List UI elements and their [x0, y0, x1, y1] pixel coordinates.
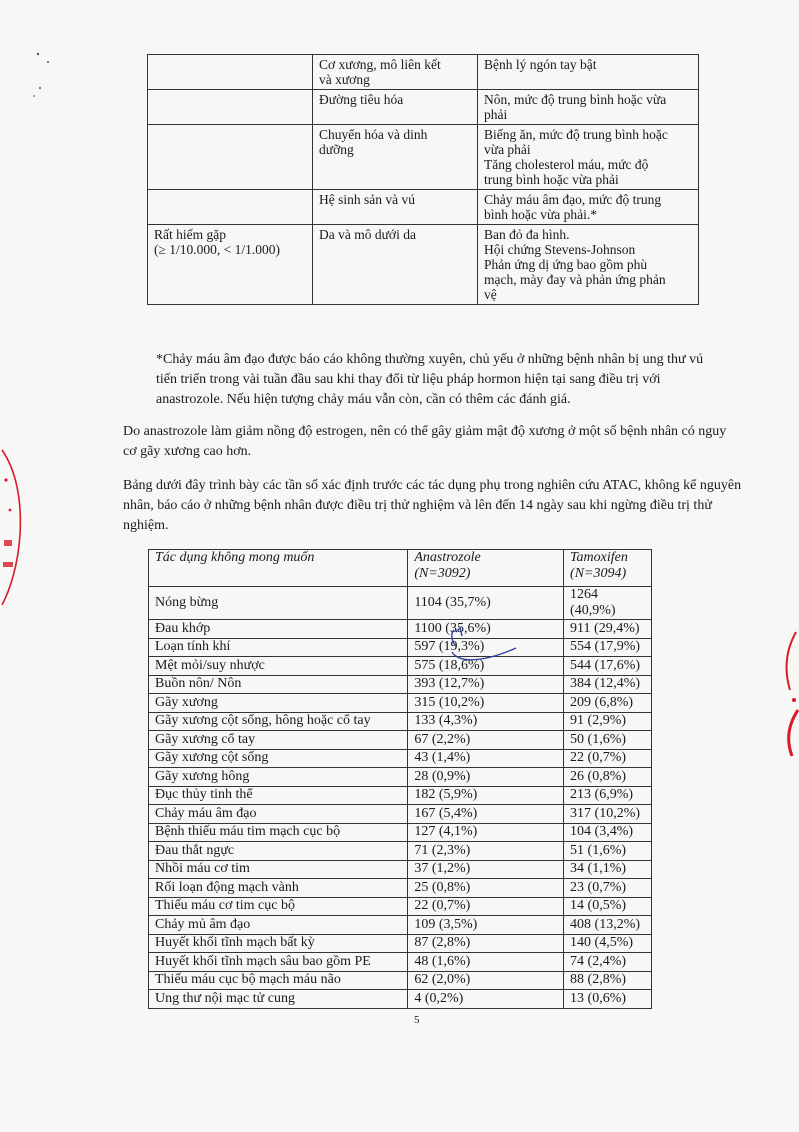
- adr-organ-cell-line: Cơ xương, mô liên kết: [319, 57, 441, 72]
- table-row: [149, 805, 652, 824]
- tamoxifen-cell: 13 (0,6%): [564, 990, 652, 1009]
- adr-organ-cell-line: dưỡng: [319, 142, 354, 157]
- header-tamoxifen-name: Tamoxifen: [570, 550, 628, 565]
- adr-effect-cell-line: Biếng ăn, mức độ trung bình hoặc: [484, 127, 668, 142]
- table-row: [149, 731, 652, 750]
- tamoxifen-cell: 911 (29,4%): [564, 620, 652, 639]
- tamoxifen-cell: 14 (0,5%): [564, 897, 652, 916]
- vaginal-bleeding-note: *Chảy máu âm đạo được báo cáo không thường xuyên, chủ yếu ở những bệnh nhân bị ung thư vú tiến triển trong vài tuần đầu sau khi thay đổi từ liệu pháp hormon hiện tại sang điều trị với anastrozole. Nếu hiện tượng chảy máu vẫn còn, cần có thêm các đánh giá.: [156, 352, 704, 407]
- scan-specks: [30, 40, 60, 100]
- anastrozole-cell: 48 (1,6%): [408, 953, 564, 972]
- adr-row: [148, 225, 699, 305]
- adr-organ-cell: [313, 125, 478, 190]
- adr-organ-cell-line: Đường tiêu hóa: [319, 92, 404, 107]
- adr-frequency-cell: [148, 190, 313, 225]
- adr-effect-cell: [478, 125, 699, 190]
- adr-effect-cell-line: Bệnh lý ngón tay bật: [484, 57, 597, 72]
- anastrozole-cell: 597 (19,3%): [408, 638, 564, 657]
- adr-frequency-cell: [148, 125, 313, 190]
- anastrozole-cell: 1104 (35,7%): [408, 587, 564, 620]
- header-tamoxifen-n: (N=3094): [570, 566, 627, 581]
- adr-effect-cell-line: Hội chứng Stevens-Johnson: [484, 242, 636, 257]
- anastrozole-cell: 1100 (35,6%): [408, 620, 564, 639]
- adverse-effect-cell: Gãy xương cổ tay: [149, 731, 408, 750]
- adr-frequency-cell: [148, 225, 313, 305]
- tamoxifen-cell: 104 (3,4%): [564, 823, 652, 842]
- adr-organ-cell-line: Chuyển hóa và dinh: [319, 127, 428, 142]
- adr-organ-cell: [313, 225, 478, 305]
- adverse-effect-cell: Gãy xương hông: [149, 768, 408, 787]
- tamoxifen-cell: 213 (6,9%): [564, 786, 652, 805]
- adr-effect-cell: [478, 225, 699, 305]
- tamoxifen-cell: 408 (13,2%): [564, 916, 652, 935]
- tamoxifen-cell: 74 (2,4%): [564, 953, 652, 972]
- tamoxifen-cell: 50 (1,6%): [564, 731, 652, 750]
- anastrozole-cell: 4 (0,2%): [408, 990, 564, 1009]
- adr-effect-cell: [478, 190, 699, 225]
- tamoxifen-cell: 209 (6,8%): [564, 694, 652, 713]
- header-adverse-effect: Tác dụng không mong muốn: [149, 550, 408, 587]
- table-row: [149, 916, 652, 935]
- anastrozole-cell: 62 (2,0%): [408, 971, 564, 990]
- table-row: [149, 638, 652, 657]
- anastrozole-cell: 22 (0,7%): [408, 897, 564, 916]
- adr-frequency-cell-line: (≥ 1/10.000, < 1/1.000): [154, 242, 281, 257]
- anastrozole-cell: 71 (2,3%): [408, 842, 564, 861]
- adverse-effect-cell: Nhồi máu cơ tim: [149, 860, 408, 879]
- adverse-effect-cell: Buồn nôn/ Nôn: [149, 675, 408, 694]
- adr-row: [148, 190, 699, 225]
- header-anastrozole-n: (N=3092): [414, 566, 471, 581]
- adverse-effect-cell: Ung thư nội mạc tử cung: [149, 990, 408, 1009]
- adverse-effect-cell: Đau thắt ngực: [149, 842, 408, 861]
- table-row: [149, 934, 652, 953]
- table-row: [149, 823, 652, 842]
- adverse-effect-cell: Mệt mỏi/suy nhược: [149, 657, 408, 676]
- adr-row: [148, 125, 699, 190]
- adr-effect-cell-line: Tăng cholesterol máu, mức độ: [484, 157, 649, 172]
- adr-organ-cell-line: và xương: [319, 72, 370, 87]
- adr-effect-cell: [478, 55, 699, 90]
- table-row: [149, 897, 652, 916]
- header-tamoxifen: [564, 550, 652, 587]
- table-row: [149, 712, 652, 731]
- tamoxifen-cell: 91 (2,9%): [564, 712, 652, 731]
- table-row: [149, 990, 652, 1009]
- anastrozole-cell: 67 (2,2%): [408, 731, 564, 750]
- adr-organ-cell-line: Da và mô dưới da: [319, 227, 416, 242]
- table-row: [149, 694, 652, 713]
- adverse-effect-cell: Chảy mủ âm đạo: [149, 916, 408, 935]
- anastrozole-cell: 167 (5,4%): [408, 805, 564, 824]
- adr-frequency-cell-line: Rất hiếm gặp: [154, 227, 226, 242]
- adr-effect-cell-line: vừa phải: [484, 142, 531, 157]
- adr-effect-cell-line: Nôn, mức độ trung bình hoặc vừa: [484, 92, 667, 107]
- adverse-effect-cell: Gãy xương cột sống: [149, 749, 408, 768]
- anastrozole-cell: 28 (0,9%): [408, 768, 564, 787]
- header-anastrozole-name: Anastrozole: [414, 550, 481, 565]
- adverse-effect-cell: Gãy xương cột sống, hông hoặc cổ tay: [149, 712, 408, 731]
- table-row: [149, 675, 652, 694]
- adr-effect-cell-line: Phản ứng dị ứng bao gồm phù: [484, 257, 648, 272]
- anastrozole-cell: 182 (5,9%): [408, 786, 564, 805]
- table-row: [149, 768, 652, 787]
- red-stamp-fragment-right: [778, 630, 799, 760]
- anastrozole-cell: 87 (2,8%): [408, 934, 564, 953]
- page-number: 5: [414, 1014, 420, 1026]
- table-row: [149, 587, 652, 620]
- adr-frequency-cell: [148, 55, 313, 90]
- anastrozole-cell: 393 (12,7%): [408, 675, 564, 694]
- adverse-effect-cell: Huyết khối tĩnh mạch sâu bao gồm PE: [149, 953, 408, 972]
- table-row: [149, 786, 652, 805]
- table-row: [149, 860, 652, 879]
- tamoxifen-cell: 544 (17,6%): [564, 657, 652, 676]
- adverse-effect-cell: Nóng bừng: [149, 587, 408, 620]
- table-row: [149, 971, 652, 990]
- adverse-effect-cell: Thiếu máu cục bộ mạch máu não: [149, 971, 408, 990]
- adr-effect-cell-line: Chảy máu âm đạo, mức độ trung: [484, 192, 662, 207]
- anastrozole-cell: 37 (1,2%): [408, 860, 564, 879]
- adr-effect-cell-line: vệ: [484, 287, 497, 302]
- bone-density-paragraph: Do anastrozole làm giảm nồng độ estrogen, nên có thể gây giảm mật độ xương ở một số bệnh nhân có nguy cơ gãy xương cao hơn.: [123, 424, 727, 459]
- adverse-effect-cell: Chảy máu âm đạo: [149, 805, 408, 824]
- adverse-effect-cell: Đục thủy tinh thể: [149, 786, 408, 805]
- table-row: [149, 620, 652, 639]
- adverse-effect-cell: Thiếu máu cơ tim cục bộ: [149, 897, 408, 916]
- atac-frequency-table: [148, 549, 652, 1009]
- tamoxifen-cell: 384 (12,4%): [564, 675, 652, 694]
- table-row: [149, 842, 652, 861]
- tamoxifen-cell: 51 (1,6%): [564, 842, 652, 861]
- adr-effect-cell-line: trung bình hoặc vừa phải: [484, 172, 619, 187]
- tamoxifen-cell: 1264 (40,9%): [564, 587, 652, 620]
- tamoxifen-cell: 22 (0,7%): [564, 749, 652, 768]
- tamoxifen-cell: 23 (0,7%): [564, 879, 652, 898]
- adr-row: [148, 55, 699, 90]
- adverse-effect-cell: Bệnh thiếu máu tim mạch cục bộ: [149, 823, 408, 842]
- adr-effect-cell-line: bình hoặc vừa phải.*: [484, 207, 598, 222]
- tamoxifen-cell: 317 (10,2%): [564, 805, 652, 824]
- anastrozole-cell: 133 (4,3%): [408, 712, 564, 731]
- red-stamp-fragment: [0, 440, 26, 610]
- table-row: [149, 749, 652, 768]
- table-row: [149, 879, 652, 898]
- table-row: [149, 657, 652, 676]
- adr-effect-cell-line: Ban đỏ đa hình.: [484, 227, 570, 242]
- tamoxifen-cell: 554 (17,9%): [564, 638, 652, 657]
- adr-organ-cell: [313, 55, 478, 90]
- anastrozole-cell: 315 (10,2%): [408, 694, 564, 713]
- adr-frequency-cell: [148, 90, 313, 125]
- anastrozole-cell: 25 (0,8%): [408, 879, 564, 898]
- tamoxifen-cell: 26 (0,8%): [564, 768, 652, 787]
- adr-effect-cell: [478, 90, 699, 125]
- header-anastrozole: [408, 550, 564, 587]
- tamoxifen-cell: 34 (1,1%): [564, 860, 652, 879]
- adverse-effect-cell: Đau khớp: [149, 620, 408, 639]
- adr-effect-cell-line: phải: [484, 107, 508, 122]
- adverse-effect-cell: Loạn tính khí: [149, 638, 408, 657]
- table-row: [149, 953, 652, 972]
- anastrozole-cell: 109 (3,5%): [408, 916, 564, 935]
- adr-organ-cell-line: Hệ sinh sản và vú: [319, 192, 415, 207]
- adr-effect-cell-line: mạch, mày đay và phản ứng phản: [484, 272, 666, 287]
- adverse-effect-cell: Huyết khối tĩnh mạch bất kỳ: [149, 934, 408, 953]
- atac-intro-paragraph: Bảng dưới đây trình bày các tần số xác định trước các tác dụng phụ trong nghiên cứu ATAC, không kể nguyên nhân, báo cáo ở những bệnh nhân được điều trị thử nghiệm và lên đến 14 ngày sau khi ngừng điều trị thử nghiệm.: [123, 478, 742, 533]
- anastrozole-cell: 127 (4,1%): [408, 823, 564, 842]
- adverse-effect-cell: Gãy xương: [149, 694, 408, 713]
- anastrozole-cell: 575 (18,6%): [408, 657, 564, 676]
- tamoxifen-cell: 88 (2,8%): [564, 971, 652, 990]
- table-header-row: [149, 550, 652, 587]
- adr-organ-cell: [313, 190, 478, 225]
- tamoxifen-cell: 140 (4,5%): [564, 934, 652, 953]
- adr-row: [148, 90, 699, 125]
- adverse-effect-cell: Rối loạn động mạch vành: [149, 879, 408, 898]
- anastrozole-cell: 43 (1,4%): [408, 749, 564, 768]
- adr-organ-cell: [313, 90, 478, 125]
- adverse-reactions-table: [147, 54, 699, 305]
